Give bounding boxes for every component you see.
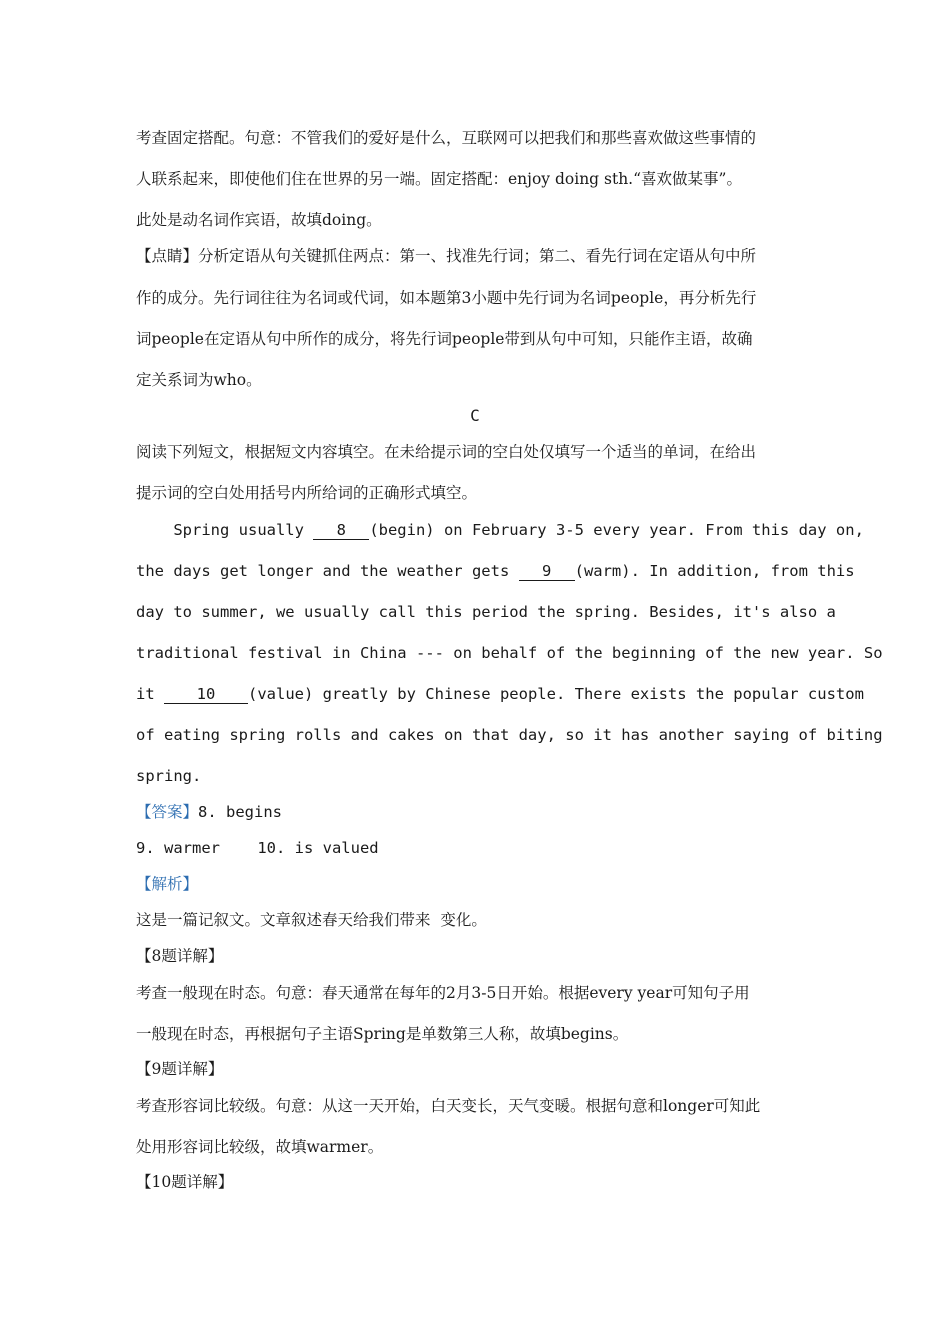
analysis-label: 【解析】 [136,875,199,893]
passage-text: (begin) on February 3-5 every year. From this day on, [369,521,864,539]
passage-text: (value) greatly by Chinese people. There exists the popular custom [248,685,864,703]
tip-text: 分析定语从句关键抓住两点：第一、找准先行词；第二、看先行词在定语从句中所 [198,247,757,265]
tip-line-4: 定关系词为who。 [136,371,262,389]
detail-9-label: 【9题详解】 [136,1060,224,1078]
tip-line-3: 词people在定语从句中所作的成分，将先行词people带到从句中可知，只能作主语，故确 [136,330,753,348]
answer-8: 8. begins [198,803,283,821]
analysis-text: 这是一篇记叙文。文章叙述春天给我们带来 变化。 [136,911,487,929]
passage-line-3: day to summer, we usually call this period the spring. Besides, it's also a [136,603,836,621]
passage-line-4: traditional festival in China --- on behalf of the beginning of the new year. So [136,644,883,662]
answer-line-1 [136,802,282,822]
passage-line-2 [136,561,855,581]
intro-line-3: 此处是动名词作宾语，故填doing。 [136,211,382,229]
blank-10: 10 [164,686,248,704]
detail-8-line-2: 一般现在时态，再根据句子主语Spring是单数第三人称，故填begins。 [136,1025,629,1043]
passage-line-7: spring. [136,767,202,785]
intro-line-2: 人联系起来，即使他们住在世界的另一端。固定搭配：enjoy doing sth.“喜欢做某事”。 [136,170,742,188]
section-letter: C [470,406,480,425]
tip-line-2: 作的成分。先行词往往为名词或代词，如本题第3小题中先行词为名词people，再分析先行 [136,289,757,307]
instruction-line-2: 提示词的空白处用括号内所给词的正确形式填空。 [136,484,478,502]
detail-8-label: 【8题详解】 [136,947,224,965]
blank-9: 9 [519,563,575,581]
passage-line-6: of eating spring rolls and cakes on that day, so it has another saying of biting [136,726,883,744]
passage-line-1 [136,520,864,540]
detail-8-line-1: 考查一般现在时态。句意：春天通常在每年的2月3-5日开始。根据every year可知句子用 [136,984,750,1002]
intro-line-1: 考查固定搭配。句意：不管我们的爱好是什么，互联网可以把我们和那些喜欢做这些事情的 [136,129,757,147]
passage-text: it [136,685,164,703]
passage-line-5 [136,684,864,704]
blank-8: 8 [313,522,369,540]
answer-label: 【答案】 [136,803,199,821]
tip-label: 【点睛】 [136,247,199,265]
passage-text: the days get longer and the weather gets [136,562,519,580]
detail-9-line-2: 处用形容词比较级，故填warmer。 [136,1138,384,1156]
answer-line-2: 9. warmer 10. is valued [136,839,379,857]
passage-text: (warm). In addition, from this [574,562,855,580]
tip-line-1 [136,246,756,266]
passage-text: Spring usually [136,521,314,539]
detail-10-label: 【10题详解】 [136,1173,234,1191]
detail-9-line-1: 考查形容词比较级。句意：从这一天开始，白天变长，天气变暖。根据句意和longer可知此 [136,1097,761,1115]
instruction-line-1: 阅读下列短文，根据短文内容填空。在未给提示词的空白处仅填写一个适当的单词，在给出 [136,443,757,461]
